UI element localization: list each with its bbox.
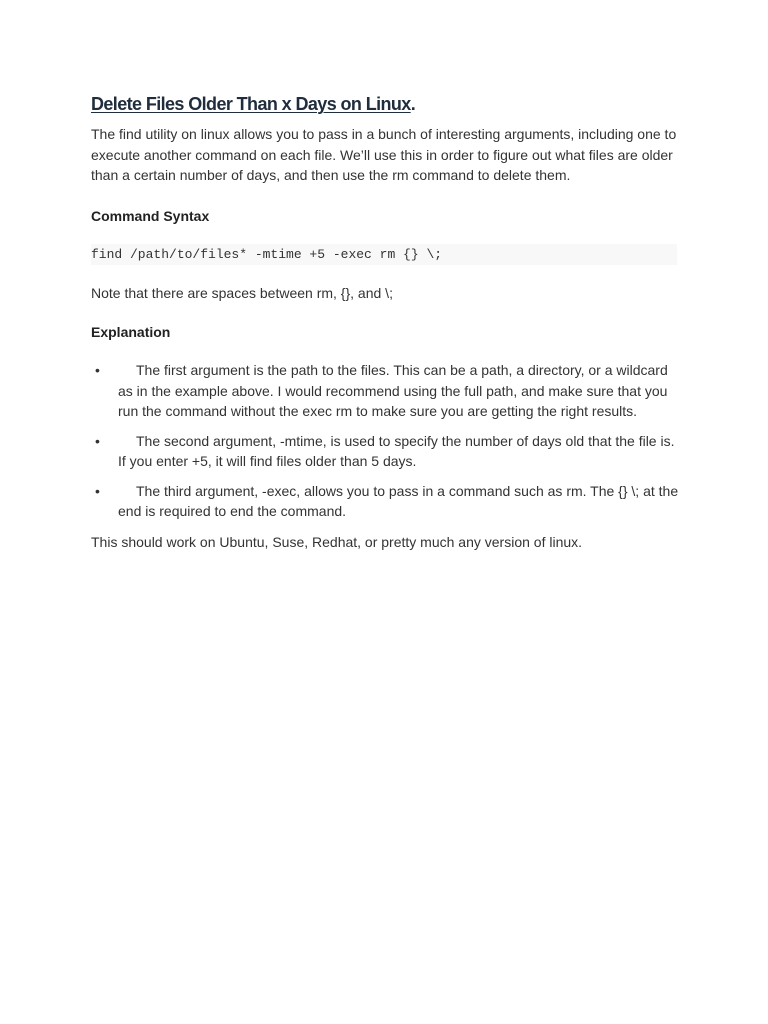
- list-item-text: The third argument, -exec, allows you to pass in a command such as rm. The {} \; at the end is required to end the command.: [118, 482, 679, 519]
- intro-paragraph: The find utility on linux allows you to pass in a bunch of interesting arguments, including one to execute another command on each file. We’ll use this in order to figure out what files are older than a certain number of days, and then use the rm command to delete them.: [91, 126, 677, 183]
- closing-paragraph: This should work on Ubuntu, Suse, Redhat, or pretty much any version of linux.: [91, 533, 583, 550]
- list-item-text: The second argument, -mtime, is used to specify the number of days old that the file is. If you enter +5, it will find files older than 5 days.: [118, 432, 675, 469]
- document-page: [91, 92, 681, 552]
- bullet-icon: •: [95, 482, 100, 499]
- title-link[interactable]: Delete Files Older Than x Days on Linux: [91, 94, 411, 114]
- command-code-block: find /path/to/files* -mtime +5 -exec rm {} \;: [91, 244, 677, 265]
- explanation-heading: Explanation: [91, 324, 171, 340]
- list-item: [91, 360, 681, 422]
- arguments-list: [91, 360, 681, 522]
- list-item: [91, 481, 681, 522]
- bullet-icon: •: [95, 432, 100, 449]
- command-syntax-heading: Command Syntax: [91, 207, 210, 224]
- page-title: [91, 92, 681, 116]
- bullet-icon: •: [95, 362, 100, 378]
- list-item-text: The first argument is the path to the files. This can be a path, a directory, or a wildcard as in the example above. I would recommend using the full path, and make sure that you run the command without the exec rm to make sure you are getting the right results.: [118, 362, 668, 419]
- list-item: [91, 431, 681, 472]
- note-paragraph: Note that there are spaces between rm, {}, and \;: [91, 284, 393, 301]
- title-period: .: [410, 94, 416, 114]
